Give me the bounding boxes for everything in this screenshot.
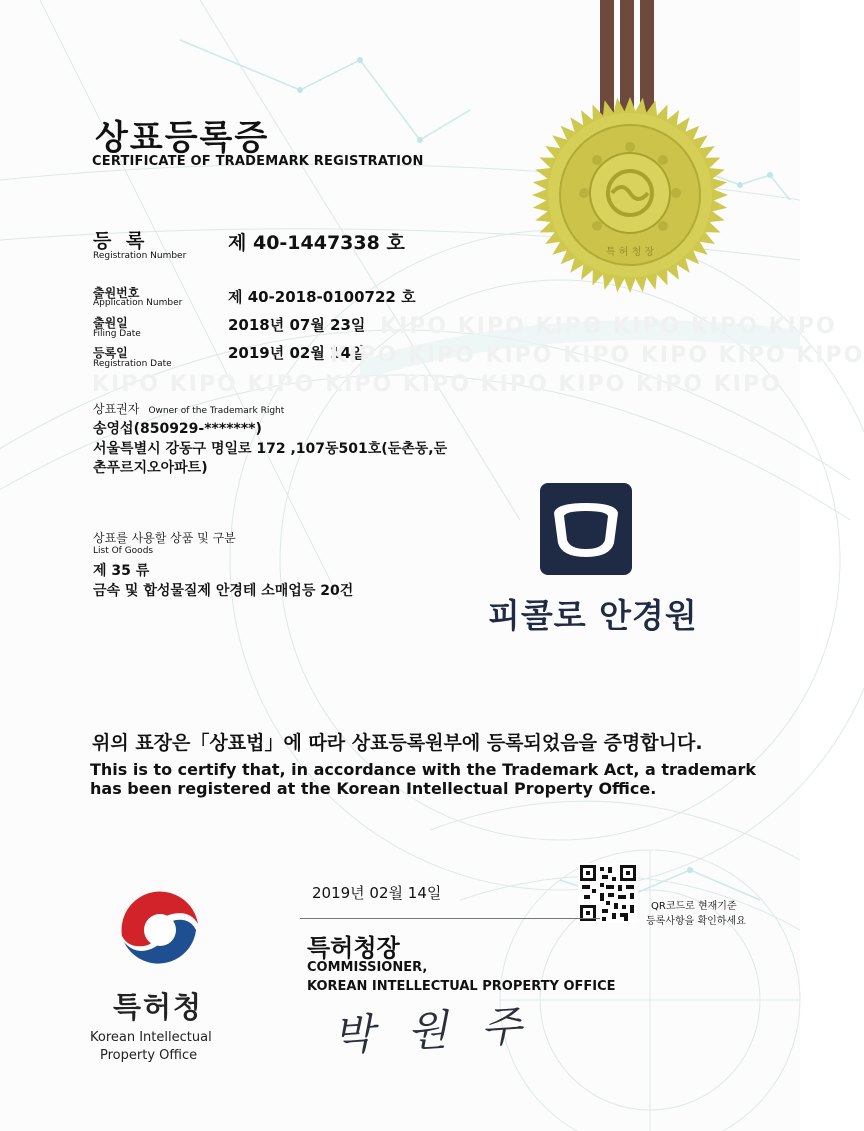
goods-label-ko: 상표를 사용할 상품 및 구분 — [93, 531, 236, 545]
gold-seal — [530, 95, 730, 295]
watermark-row-1: KIPO KIPO KIPO KIPO KIPO KIPO — [380, 314, 837, 339]
watermark-row-3: KIPO KIPO KIPO KIPO KIPO KIPO KIPO KIPO KIPO — [92, 372, 782, 397]
goods-label-en: List Of Goods — [93, 546, 154, 556]
registration-label-en: Registration Number — [93, 251, 187, 261]
kipo-name-en-line-2: Property Office — [100, 1048, 198, 1063]
goods-description: 금속 및 합성물질제 안경테 소매업등 20건 — [93, 583, 354, 599]
goods-class: 제 35 류 — [93, 563, 150, 579]
registration-label-ko: 등 록 — [93, 230, 149, 252]
signature-divider — [300, 918, 600, 919]
owner-name: 송영섭(850929-*******) — [93, 421, 262, 437]
trademark-logo — [540, 483, 632, 575]
qr-note-line-1: QR코드로 현재기준 — [651, 901, 737, 912]
commissioner-title-ko: 특허청장 — [307, 934, 400, 962]
application-label-ko: 출원번호 — [93, 286, 140, 300]
issue-date: 2019년 02월 14일 — [312, 884, 442, 902]
filing-label-ko: 출원일 — [93, 316, 128, 330]
trademark-text: 피콜로 안경원 — [488, 596, 698, 635]
commissioner-title-en-line-1: COMMISSIONER, — [307, 960, 428, 975]
commissioner-signature: 박 원 주 — [331, 1000, 533, 1061]
filing-date: 2018년 07월 23일 — [228, 316, 366, 334]
application-number: 제 40-2018-0100722 호 — [228, 288, 416, 306]
owner-address-line-2: 촌푸르지오아파트) — [93, 460, 208, 476]
certification-text-ko: 위의 표장은「상표법」에 따라 상표등록원부에 등록되었음을 증명합니다. — [92, 732, 703, 754]
certification-text-en-line-1: This is to certify that, in accordance with the Trademark Act, a trademark — [90, 760, 756, 779]
qr-note-line-2: 등록사항을 확인하세요 — [646, 916, 746, 927]
watermark-row-2: KIPO KIPO KIPO KIPO KIPO KIPO KIPO — [330, 343, 864, 368]
owner-address-line-1: 서울특별시 강동구 명일로 172 ,107동501호(둔촌동,둔 — [93, 441, 448, 457]
owner-label — [93, 398, 284, 417]
registration-date-label-en: Registration Date — [93, 359, 172, 369]
owner-label-ko: 상표권자 — [93, 402, 140, 416]
filing-label-en: Filing Date — [93, 329, 141, 339]
registration-number: 제 40-1447338 호 — [228, 232, 405, 254]
kipo-name-ko: 특허청 — [113, 990, 204, 1024]
kipo-taegeuk-icon — [110, 880, 210, 980]
qr-code-icon[interactable] — [578, 863, 638, 923]
owner-label-en: Owner of the Trademark Right — [148, 406, 285, 416]
certification-text-en-line-2: has been registered at the Korean Intellectual Property Office. — [90, 779, 657, 798]
kipo-name-en-line-1: Korean Intellectual — [90, 1030, 212, 1045]
seal-text: 특 허 청 장 — [605, 247, 655, 258]
registration-date: 2019년 02월 14일 — [228, 344, 366, 362]
commissioner-title-en-line-2: KOREAN INTELLECTUAL PROPERTY OFFICE — [307, 979, 616, 994]
application-label-en: Application Number — [93, 298, 183, 308]
registration-date-label-ko: 등록일 — [93, 346, 128, 360]
certificate-title-ko: 상표등록증 — [95, 118, 270, 158]
certificate-title-en: CERTIFICATE OF TRADEMARK REGISTRATION — [92, 154, 424, 169]
